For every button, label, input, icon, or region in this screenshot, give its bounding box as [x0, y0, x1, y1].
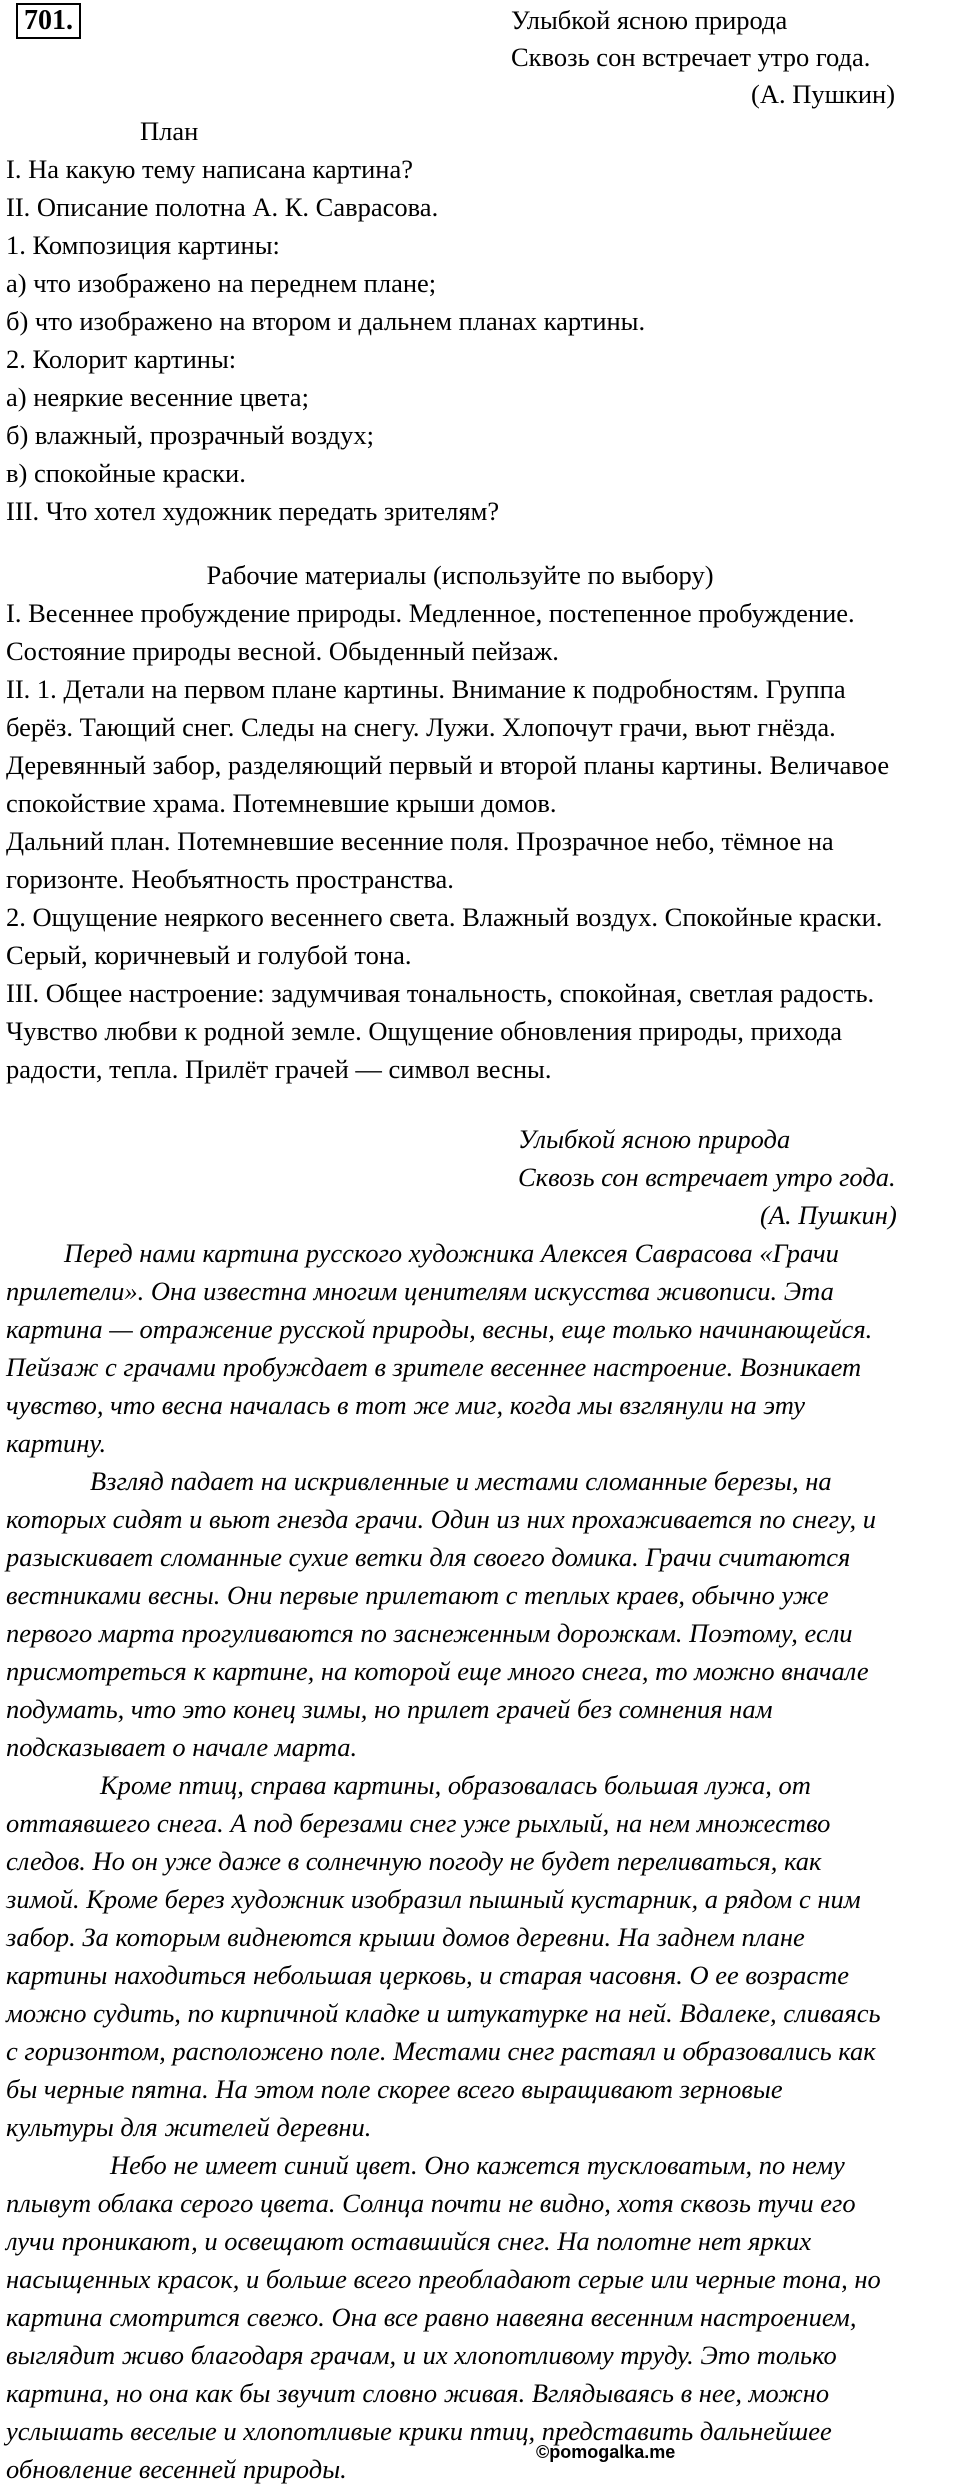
essay-line: бы черные пятна. На этом поле скорее всего выращивают зерновые [6, 2074, 783, 2104]
essay-line: следов. Но он уже даже в солнечную погоду не будет переливаться, как [6, 1846, 822, 1876]
plan-item: III. Что хотел художник передать зрителям? [6, 496, 500, 526]
essay-line: культуры для жителей деревни. [6, 2112, 372, 2142]
essay-line: Перед нами картина русского художника Алексея Саврасова «Грачи [64, 1238, 839, 1268]
materials-line: I. Весеннее пробуждение природы. Медленное, постепенное пробуждение. [6, 598, 855, 628]
materials-line: III. Общее настроение: задумчивая тональность, спокойная, светлая радость. [6, 978, 875, 1008]
essay-line: подумать, что это конец зимы, но прилет грачей без сомнения нам [6, 1694, 773, 1724]
essay-line: оттаявшего снега. А под березами снег уже рыхлый, на нем множество [6, 1808, 831, 1838]
essay-paragraph-2 [6, 1462, 954, 1766]
essay-line: насыщенных красок, и больше всего преобладают серые или черные тона, но [6, 2264, 881, 2294]
essay-line: выглядит живо благодаря грачам, и их хлопотливому труду. Это только [6, 2340, 837, 2370]
materials-line: берёз. Тающий снег. Следы на снегу. Лужи. Хлопочут грачи, вьют гнёзда. [6, 712, 836, 742]
plan-item: а) что изображено на переднем плане; [6, 268, 437, 298]
plan-item: I. На какую тему написана картина? [6, 154, 413, 184]
plan-item: б) влажный, прозрачный воздух; [6, 420, 374, 450]
materials-line: 2. Ощущение неяркого весеннего света. Влажный воздух. Спокойные краски. [6, 902, 883, 932]
essay-paragraph-1 [6, 1234, 954, 1462]
epigraph-author: (А. Пушкин) [751, 79, 896, 109]
essay-line: картина смотрится свежо. Она все равно навеяна весенним настроением, [6, 2302, 857, 2332]
materials-section [6, 556, 954, 1088]
essay-paragraph-3 [6, 1766, 954, 2146]
essay-line: зимой. Кроме берез художник изобразил пышный кустарник, а рядом с ним [6, 1884, 861, 1914]
materials-line: горизонте. Необъятность пространства. [6, 864, 454, 894]
epigraph-line: Сквозь сон встречает утро года. [518, 1162, 896, 1192]
essay-line: подсказывает о начале марта. [6, 1732, 358, 1762]
essay-line: Взгляд падает на искривленные и местами сломанные березы, на [90, 1466, 832, 1496]
essay-line: прилетели». Она известна многим ценителям искусства живописи. Эта [6, 1276, 834, 1306]
epigraph-top [511, 2, 895, 113]
essay-line: услышать веселые и хлопотливые крики птиц, представить дальнейшее [6, 2416, 832, 2446]
essay-line: Небо не имеет синий цвет. Оно кажется тускловатым, по нему [110, 2150, 845, 2180]
materials-line: радости, тепла. Прилёт грачей — символ весны. [6, 1054, 552, 1084]
essay-line: картина, но она как бы звучит словно живая. Вглядываясь в нее, можно [6, 2378, 830, 2408]
materials-line: спокойствие храма. Потемневшие крыши домов. [6, 788, 557, 818]
essay-line: чувство, что весна началась в тот же миг, когда мы взглянули на эту [6, 1390, 806, 1420]
essay-paragraph-4 [6, 2146, 954, 2488]
epigraph-author: (А. Пушкин) [760, 1200, 897, 1230]
essay-line: Пейзаж с грачами пробуждает в зрителе весеннее настроение. Возникает [6, 1352, 862, 1382]
essay-line: картину. [6, 1428, 107, 1458]
essay-line: забор. За которым виднеются крыши домов деревни. На заднем плане [6, 1922, 805, 1952]
essay-line: картины находиться небольшая церковь, и старая часовня. О ее возрасте [6, 1960, 849, 1990]
materials-line: II. 1. Детали на первом плане картины. Внимание к подробностям. Группа [6, 674, 846, 704]
essay-line: обновление весенней природы. [6, 2454, 347, 2484]
epigraph-line: Улыбкой ясною природа [511, 5, 788, 35]
essay-section [6, 1120, 954, 2488]
essay-line: с горизонтом, расположено поле. Местами снег растаял и образовались как [6, 2036, 876, 2066]
essay-line: картина — отражение русской природы, весны, еще только начинающейся. [6, 1314, 873, 1344]
essay-line: лучи проникают, и освещают оставшийся снег. На полотне нет ярких [6, 2226, 812, 2256]
essay-line: первого марта прогуливаются по заснеженным дорожкам. Поэтому, если [6, 1618, 853, 1648]
materials-line: Серый, коричневый и голубой тона. [6, 940, 412, 970]
watermark: ©pomogalka.me [536, 2442, 676, 2462]
materials-line: Состояние природы весной. Обыденный пейзаж. [6, 636, 559, 666]
epigraph-line: Сквозь сон встречает утро года. [511, 42, 871, 72]
plan-title: План [140, 116, 199, 146]
plan-item: 1. Композиция картины: [6, 230, 280, 260]
essay-line: присмотреться к картине, на которой еще много снега, то можно вначале [6, 1656, 869, 1686]
essay-line: которых сидят и вьют гнезда грачи. Один из них прохаживается по снегу, и [6, 1504, 877, 1534]
materials-line: Дальний план. Потемневшие весенние поля. Прозрачное небо, тёмное на [6, 826, 834, 856]
plan-item: в) спокойные краски. [6, 458, 246, 488]
essay-line: вестниками весны. Они первые прилетают с теплых краев, обычно уже [6, 1580, 829, 1610]
plan-item: 2. Колорит картины: [6, 344, 237, 374]
materials-line: Деревянный забор, разделяющий первый и второй планы картины. Величавое [6, 750, 890, 780]
materials-title: Рабочие материалы (используйте по выбору) [206, 560, 714, 590]
epigraph-line: Улыбкой ясною природа [518, 1124, 791, 1154]
plan-item: II. Описание полотна А. К. Саврасова. [6, 192, 439, 222]
essay-line: можно судить, по кирпичной кладке и штукатурке на ней. Вдалеке, сливаясь [6, 1998, 881, 2028]
task-number: 701. [16, 3, 81, 39]
essay-line: Кроме птиц, справа картины, образовалась большая лужа, от [100, 1770, 811, 1800]
plan-section [6, 112, 954, 530]
materials-line: Чувство любви к родной земле. Ощущение обновления природы, прихода [6, 1016, 843, 1046]
plan-item: а) неяркие весенние цвета; [6, 382, 309, 412]
essay-line: разыскивает сломанные сухие ветки для своего домика. Грачи считаются [6, 1542, 851, 1572]
essay-line: плывут облака серого цвета. Солнца почти не видно, хотя сквозь тучи его [6, 2188, 856, 2218]
essay-epigraph [6, 1120, 954, 1234]
plan-item: б) что изображено на втором и дальнем планах картины. [6, 306, 646, 336]
